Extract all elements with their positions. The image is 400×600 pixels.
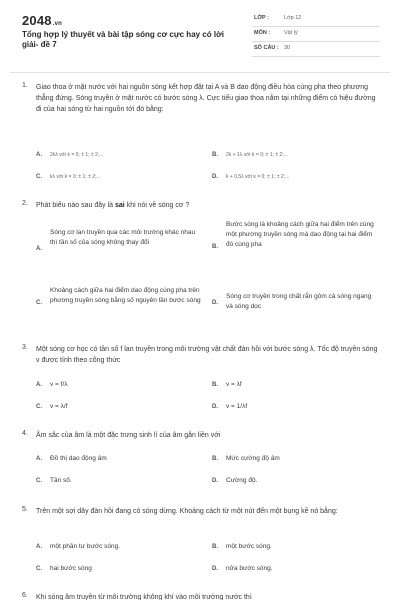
option-label: D.: [212, 300, 218, 306]
option-a[interactable]: [36, 228, 211, 273]
option-label: D.: [212, 404, 218, 410]
option-label: A.: [36, 246, 42, 252]
option-label: B.: [212, 382, 218, 388]
option-text: 2kλ với k = 0; ± 1; ± 2;...: [50, 152, 104, 158]
header-divider: [10, 72, 390, 73]
logo-text: 2048: [22, 13, 52, 28]
question-3: [22, 344, 382, 419]
option-label: B.: [212, 152, 218, 158]
option-d[interactable]: [212, 292, 382, 322]
meta-class-row: [252, 12, 380, 27]
option-text: v = λf: [226, 381, 242, 388]
question-2: [22, 200, 382, 335]
option-text: 2k + 1λ với k = 0; ± 1; ± 2;...: [226, 152, 288, 158]
question-6: [22, 592, 382, 600]
option-text: Bước sóng là khoảng cách giữa hai điểm trên cùng một phương truyền sóng mà dao động tại hai điểm đó cùng pha: [226, 221, 374, 248]
question-1: [22, 82, 382, 192]
option-label: A.: [36, 544, 42, 550]
option-label: B.: [212, 456, 218, 462]
page-header: [0, 0, 400, 70]
option-label: D.: [212, 174, 218, 180]
option-label: C.: [36, 404, 42, 410]
option-label: D.: [212, 478, 218, 484]
document-title: Tổng hợp lý thuyết và bài tập sóng cơ cực hay có lời giải- đề 7: [22, 30, 224, 49]
option-c[interactable]: [36, 286, 211, 331]
question-number: 4.: [22, 430, 28, 437]
stem-text: Phát biểu nào sau đây là: [36, 202, 116, 209]
meta-class-value: Lớp 12: [284, 15, 302, 21]
question-stem: [36, 200, 382, 211]
option-text: Sóng cơ truyền trong chất rắn gồm cả sóng ngang và sóng dọc: [226, 293, 372, 310]
option-label: A.: [36, 152, 42, 158]
question-stem: Trên một sợi dây đàn hồi đang có sóng dừng. Khoảng cách từ một nút đến một bụng kề nó bằng:: [36, 508, 338, 515]
option-text: v = λ/f: [50, 403, 68, 410]
option-text: Cường độ.: [226, 477, 258, 484]
logo-suffix: .vn: [52, 21, 63, 27]
option-text: kλ với k = 0; ± 1; ± 2;...: [50, 174, 101, 180]
meta-count-key: SỐ CÂU :: [254, 45, 279, 51]
option-label: B.: [212, 244, 218, 250]
option-text: v = f/λ: [50, 381, 68, 388]
option-text: một phần tư bước sóng.: [50, 543, 121, 550]
option-text: k + 0,5λ với k = 0; ± 1; ± 2;...: [226, 174, 290, 180]
option-text: Tần số.: [50, 477, 72, 484]
option-label: B.: [212, 544, 218, 550]
site-logo[interactable]: [22, 13, 62, 28]
option-text: một bước sóng.: [226, 543, 272, 550]
stem-text: khi nói về sóng cơ ?: [124, 202, 190, 209]
option-label: C.: [36, 478, 42, 484]
option-label: C.: [36, 566, 42, 572]
meta-class-key: LỚP :: [254, 15, 269, 21]
stem-emphasis: sai: [115, 202, 125, 209]
option-text: Sóng cơ lan truyền qua các môi trường khác nhau thì tần số của sóng không thay đổi: [50, 229, 196, 246]
question-number: 2.: [22, 200, 28, 207]
option-text: v = 1/λf: [226, 403, 248, 410]
question-number: 3.: [22, 344, 28, 351]
option-text: hai bước sóng: [50, 565, 92, 572]
meta-subject-row: [252, 27, 380, 42]
question-stem: Giao thoa ở mặt nước với hai nguồn sóng kết hợp đặt tại A và B dao động điều hòa cùng pha theo phương thẳng đứng. Sóng truyền ở mặt nước có bước sóng λ. Cực tiểu giao thoa nằm tại những điểm có hiệu đường đi của hai sóng từ hai nguồn tới đó bằng:: [36, 84, 376, 113]
meta-count-row: [252, 42, 380, 57]
option-text: Khoảng cách giữa hai điểm dao động cùng pha trên phương truyền sóng bằng số nguyên lần bước sóng: [50, 287, 201, 304]
question-stem: Âm sắc của âm là một đặc trưng sinh lí của âm gắn liền với: [36, 432, 221, 439]
meta-subject-key: MÔN :: [254, 30, 271, 36]
question-stem: Một sóng cơ học có tần số f lan truyền trong môi trường vật chất đàn hồi với bước sóng λ. Tốc độ truyền sóng v được tính theo công thức: [36, 346, 378, 364]
question-number: 6.: [22, 592, 28, 599]
question-stem: Khi sóng âm truyền từ môi trường không khí vào môi trường nước thì: [36, 594, 252, 600]
question-number: 1.: [22, 82, 28, 89]
option-label: A.: [36, 456, 42, 462]
option-text: Mức cường độ âm: [226, 455, 280, 462]
option-label: A.: [36, 382, 42, 388]
option-label: C.: [36, 174, 42, 180]
question-5: [22, 506, 382, 580]
option-label: C.: [36, 300, 42, 306]
question-4: [22, 430, 382, 490]
option-b[interactable]: [212, 220, 382, 275]
option-text: Đồ thị dao động âm: [50, 455, 107, 462]
meta-count-value: 30: [284, 45, 291, 51]
question-number: 5.: [22, 506, 28, 513]
option-text: nửa bước sóng.: [226, 565, 273, 572]
meta-subject-value: Vật lý: [284, 30, 298, 36]
option-label: D.: [212, 566, 218, 572]
